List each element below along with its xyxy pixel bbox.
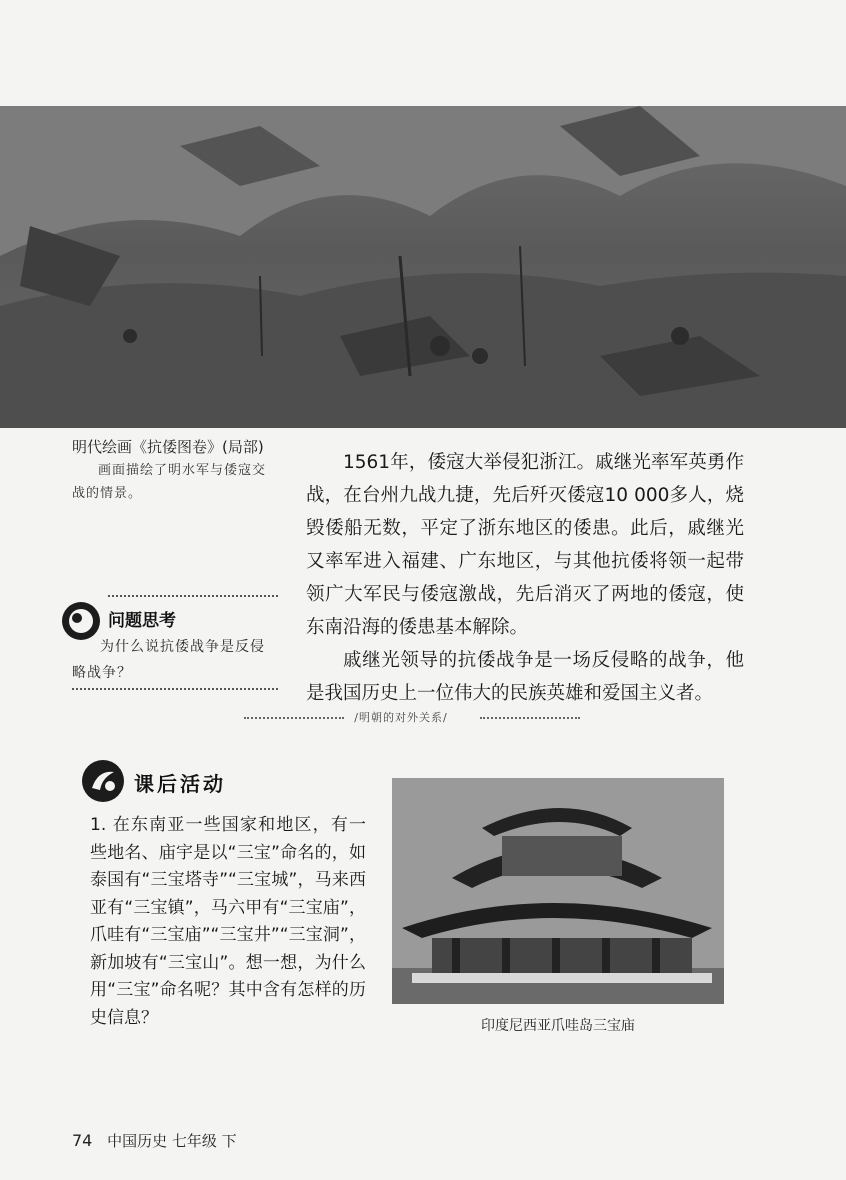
main-paragraph-2: 戚继光领导的抗倭战争是一场反侵略的战争，他是我国历史上一位伟大的民族英雄和爱国主义者。 [306,650,744,704]
temple-caption: 印度尼西亚爪哇岛三宝庙 [481,1018,635,1034]
section-label: /明朝的对外关系/ [354,711,448,724]
question-title: 问题思考 [108,611,176,631]
question-divider-bottom [72,688,278,690]
main-paragraph-1: 1561年，倭寇大举侵犯浙江。戚继光率军英勇作战，在台州九战九捷，先后歼灭倭寇10 000多人，烧毁倭船无数，平定了浙东地区的倭患。此后，戚继光又率军进入福建、广东地区，与其他抗倭将领一起带领广大军民与倭寇激战，先后消灭了两地的倭寇，使东南沿海的倭患基本解除。 [306,452,744,638]
page-number: 74 [72,1131,93,1150]
painting-caption-title: 明代绘画《抗倭图卷》(局部) [72,438,264,456]
book-title: 中国历史 七年级 下 [107,1132,237,1150]
activity-icon [80,758,126,804]
painting-caption-desc: 画面描绘了明水军与倭寇交战的情景。 [72,463,267,501]
activity-text: 1. 在东南亚一些国家和地区，有一些地名、庙宇是以“三宝”命名的，如泰国有“三宝塔寺”“三宝城”，马来西亚有“三宝镇”，马六甲有“三宝庙”，爪哇有“三宝庙”“三宝井”“三宝洞”，新加坡有“三宝山”。想一想，为什么用“三宝”命名呢？其中含有怎样的历史信息？ [90,815,366,1028]
activity-title: 课后活动 [134,772,226,796]
question-text: 为什么说抗倭战争是反侵略战争？ [72,639,265,681]
main-text [306,446,744,710]
question-divider-top [108,595,278,597]
page-footer [72,1130,237,1151]
painting-image [0,106,846,428]
temple-photo [392,778,724,1004]
